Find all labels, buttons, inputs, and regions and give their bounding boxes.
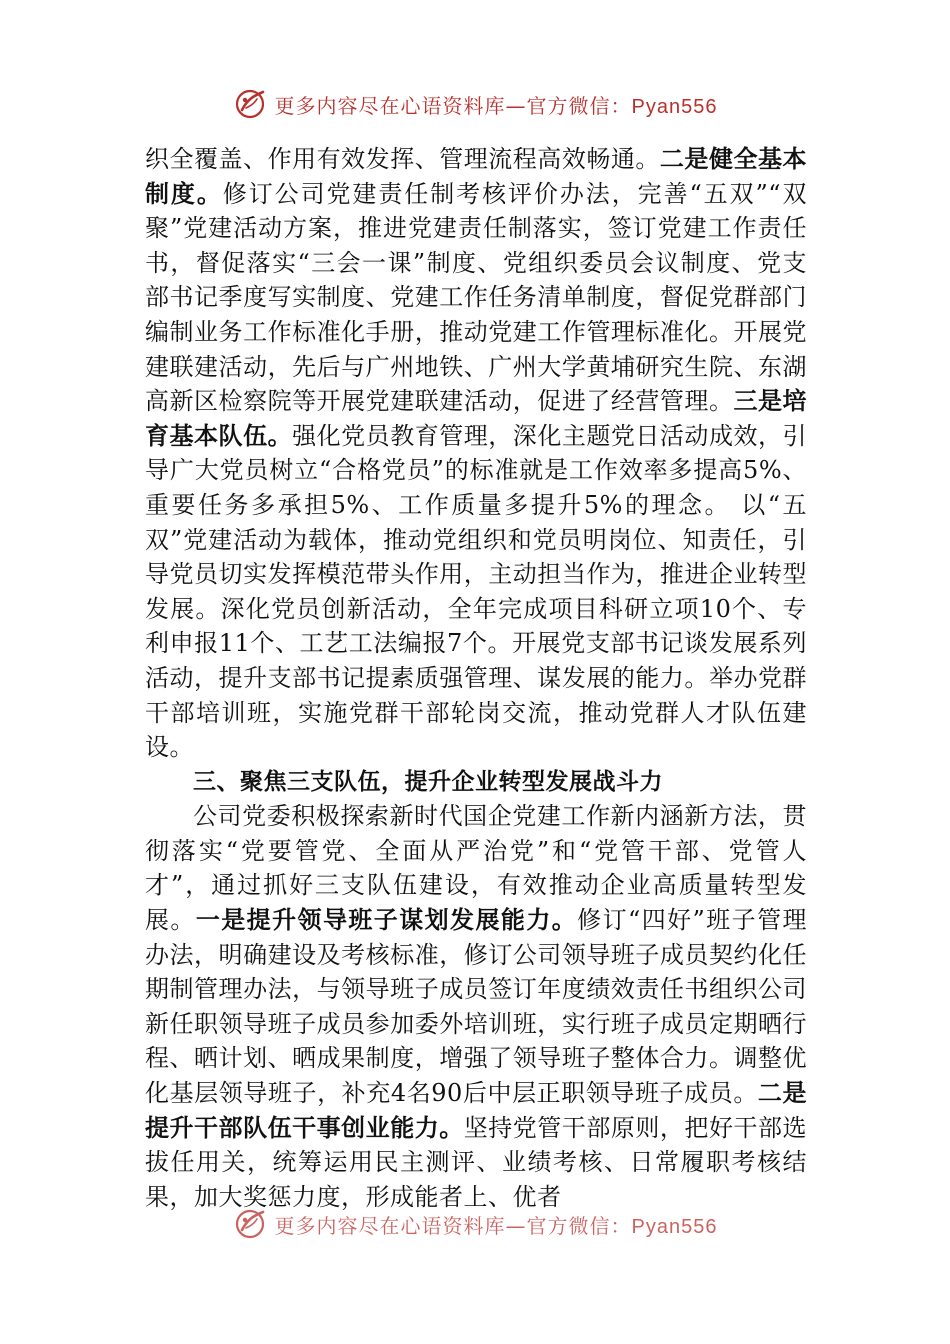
body-paragraph-1 [145,142,807,765]
brand-logo-icon [233,86,269,122]
body-text-run: 坚持党管干部原则，把好干部选拔任用关，统筹运用民主测评、业绩考核、日常履职考核结果，加大奖惩力度，形成能者上、优者 [145,1113,807,1211]
body-text-run: 强化党员教育管理，深化主题党日活动成效，引导广大党员树立“合格党员”的标准就是工作效率多提高5%、重要任务多承担5%、工作质量多提升5%的理念。 以“五双”党建活动为载体，推动党组织和党员明岗位、知责任，引导党员切实发挥模范带头作用，主动担当作为，推进企业转型发展。深化党员创新活动，全年完成项目科研立项10个、专利申报11个、工艺工法编报7个。开展党支部书记谈发展系列活动，提升支部书记提素质强管理、谋发展的能力。举办党群干部培训班，实施党群干部轮岗交流，推动党群人才队伍建设。 [145,421,808,762]
section-heading: 三、聚焦三支队伍，提升企业转型发展战斗力 [193,768,663,795]
bold-lead-phrase: 二是健全基本制度。 [145,145,808,208]
watermark-label: 更多内容尽在心语资料库—官方微信： [274,1213,632,1238]
watermark-footer [0,1204,950,1244]
bold-lead-phrase: 二是提升干部队伍干事创业能力。 [145,1079,808,1142]
document-body [145,142,807,1214]
brand-logo-icon [233,1206,269,1242]
watermark-wechat-id: Pyan556 [631,1215,718,1238]
bold-lead-phrase: 一是提升领导班子谋划发展能力。 [195,906,578,935]
watermark-text [275,1210,718,1239]
body-text-run: 修订“四好”班子管理办法，明确建设及考核标准，修订公司领导班子成员契约化任期制管理办法，与领导班子成员签订年度绩效责任书组织公司新任职领导班子成员参加委外培训班，实行班子成员定期晒行程、晒计划、晒成果制度，增强了领导班子整体合力。调整优化基层领导班子，补充4名90后中层正职领导班子成员。 [145,906,808,1108]
body-text-run: 织全覆盖、作用有效发挥、管理流程高效畅通。 [145,145,660,173]
watermark-text [275,90,718,119]
body-paragraph-2 [145,799,807,1214]
bold-lead-phrase: 三是培育基本队伍。 [145,387,808,450]
body-text-run: 公司党委积极探索新时代国企党建工作新内涵新方法，贯彻落实“党要管党、全面从严治党”和“党管干部、党管人才”，通过抓好三支队伍建设，有效推动企业高质量转型发展。 [145,802,807,935]
body-text-run: 修订公司党建责任制考核评价办法，完善“五双”“双聚”党建活动方案，推进党建责任制落实，签订党建工作责任书，督促落实“三会一课”制度、党组织委员会议制度、党支部书记季度写实制度、党建工作任务清单制度，督促党群部门编制业务工作标准化手册，推动党建工作管理标准化。开展党建联建活动，先后与广州地铁、广州大学黄埔研究生院、东湖高新区检察院等开展党建联建活动，促进了经营管理。 [145,179,808,416]
watermark-label: 更多内容尽在心语资料库—官方微信： [274,93,632,118]
watermark-wechat-id: Pyan556 [631,95,718,118]
watermark-header [0,84,950,124]
